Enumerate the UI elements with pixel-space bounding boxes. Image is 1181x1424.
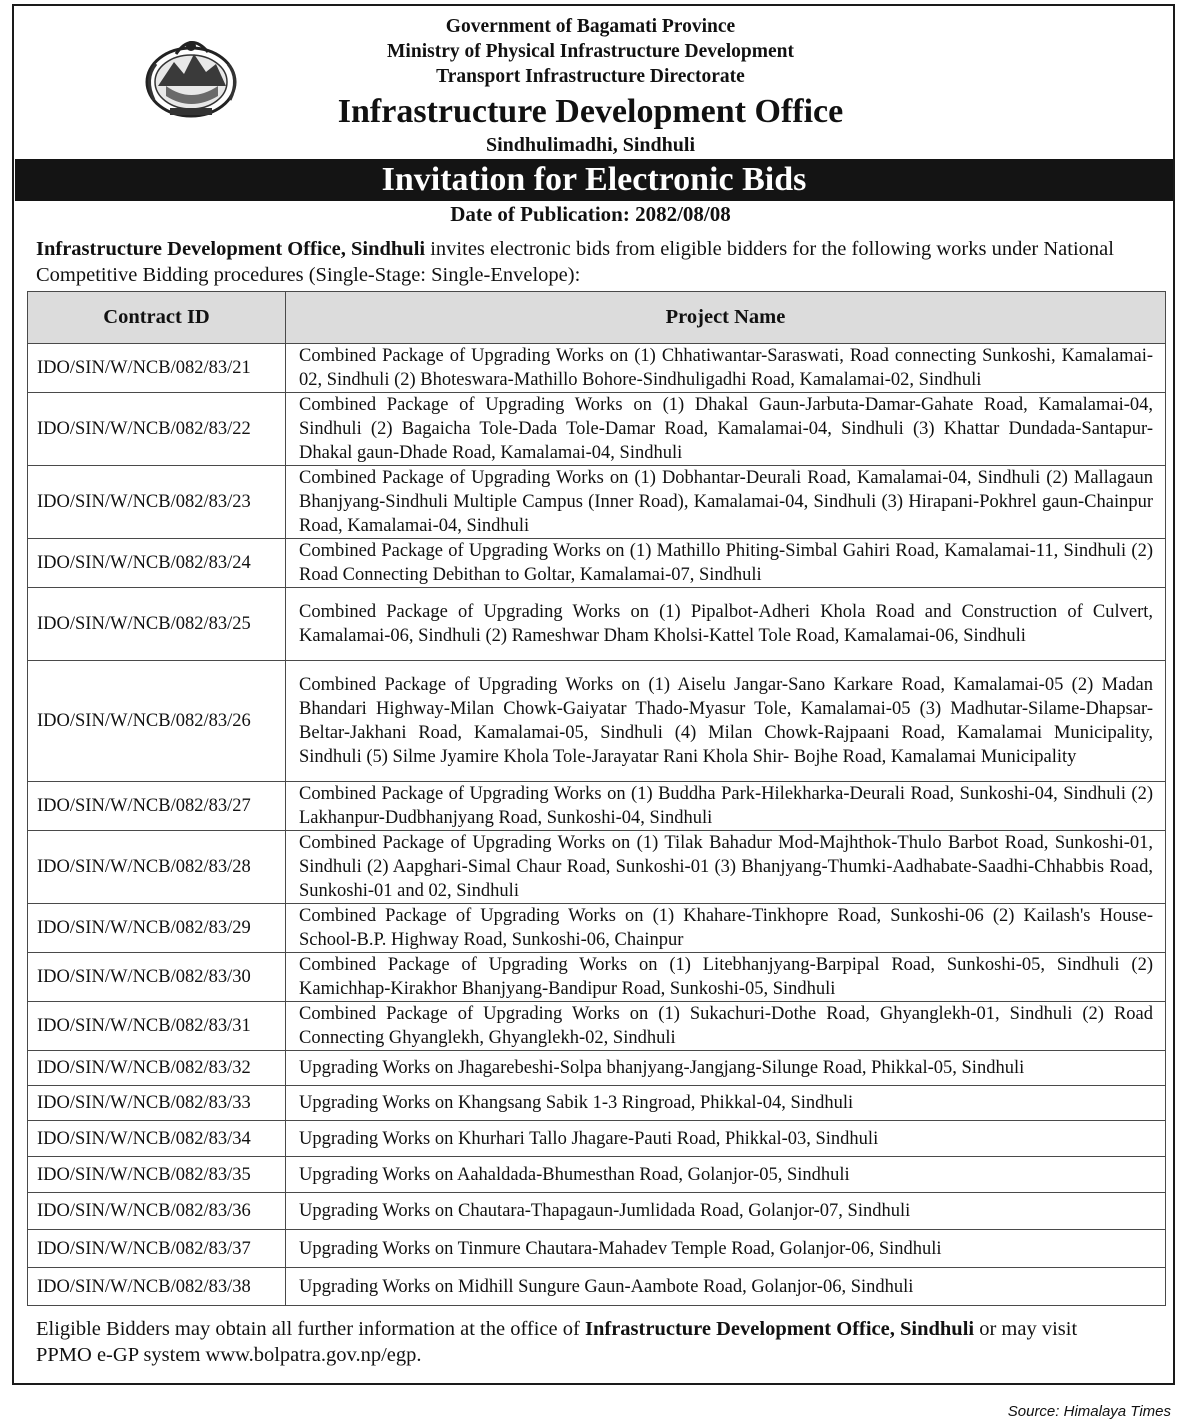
table-row [28, 1086, 1166, 1121]
table-row [28, 1193, 1166, 1230]
contract-id-cell: IDO/SIN/W/NCB/082/83/27 [28, 782, 286, 831]
header-project-name: Project Name [286, 292, 1166, 344]
project-name-cell: Combined Package of Upgrading Works on (1) Mathillo Phiting-Simbal Gahiri Road, Kamalamai-11, Sindhuli (2) Road Connecting Debithan to Goltar, Kamalamai-07, Sindhuli [286, 539, 1166, 588]
project-name-cell: Upgrading Works on Tinmure Chautara-Mahadev Temple Road, Golanjor-06, Sindhuli [286, 1230, 1166, 1268]
table-row [28, 1268, 1166, 1306]
project-name-cell: Combined Package of Upgrading Works on (1) Litebhanjyang-Barpipal Road, Sunkoshi-05, Sindhuli (2) Kamichhap-Kirakhor Bhanjyang-Bandipur Road, Sunkoshi-05, Sindhuli [286, 953, 1166, 1002]
project-name-cell: Combined Package of Upgrading Works on (1) Dobhantar-Deurali Road, Kamalamai-04, Sindhuli (2) Mallagaun Bhanjyang-Sindhuli Multiple Campus (Inner Road), Kamalamai-04, Sindhuli (3) Hirapani-Pokhrel gaun-Chainpur Road, Kamalamai-04, Sindhuli [286, 466, 1166, 539]
header-location: Sindhulimadhi, Sindhuli [485, 134, 696, 156]
closing-text-after: or may visit PPMO e-GP system www.bolpatra.gov.np/egp. [36, 1318, 1078, 1366]
project-name-cell: Combined Package of Upgrading Works on (1) Aiselu Jangar-Sano Karkare Road, Kamalamai-05 (2) Madan Bhandari Highway-Milan Chowk-Gaiyatar Thado-Myasur Tole, Kamalamai-05 (3) Madhutar-Silame-Dhapsar-Beltar-Jakhani Road, Kamalamai-05, Sindhuli (4) Milan Chowk-Rajpaani Road, Kamalamai Municipality, Sindhuli (5) Silme Jyamire Khola Tole-Jarayatar Rani Khola Shir- Bojhe Road, Kamalamai Municipality [286, 661, 1166, 782]
contract-id-cell: IDO/SIN/W/NCB/082/83/35 [28, 1157, 286, 1193]
table-row [28, 1157, 1166, 1193]
contract-id-cell: IDO/SIN/W/NCB/082/83/32 [28, 1051, 286, 1086]
table-row [28, 1121, 1166, 1157]
contract-id-cell: IDO/SIN/W/NCB/082/83/25 [28, 588, 286, 661]
closing-text-before: Eligible Bidders may obtain all further information at the office of [36, 1318, 585, 1340]
bid-invitation-banner: Invitation for Electronic Bids [15, 159, 1173, 201]
contract-id-cell: IDO/SIN/W/NCB/082/83/28 [28, 831, 286, 904]
contract-id-cell: IDO/SIN/W/NCB/082/83/34 [28, 1121, 286, 1157]
contract-id-cell: IDO/SIN/W/NCB/082/83/29 [28, 904, 286, 953]
closing-paragraph [36, 1316, 1136, 1368]
contract-id-cell: IDO/SIN/W/NCB/082/83/22 [28, 393, 286, 466]
project-name-cell: Upgrading Works on Jhagarebeshi-Solpa bhanjyang-Jangjang-Silunge Road, Phikkal-05, Sindhuli [286, 1051, 1166, 1086]
contract-id-cell: IDO/SIN/W/NCB/082/83/37 [28, 1230, 286, 1268]
table-row [28, 953, 1166, 1002]
header-office-title: Infrastructure Development Office [337, 93, 844, 130]
project-name-cell: Combined Package of Upgrading Works on (1) Sukachuri-Dothe Road, Ghyanglekh-01, Sindhuli (2) Road Connecting Ghyanglekh, Ghyanglekh-02, Sindhuli [286, 1002, 1166, 1051]
intro-text: invites electronic bids from eligible bidders for the following works under National Competitive Bidding procedures (Single-Stage: Single-Envelope): [36, 238, 1114, 286]
project-name-cell: Upgrading Works on Aahaldada-Bhumesthan Road, Golanjor-05, Sindhuli [286, 1157, 1166, 1193]
contract-id-cell: IDO/SIN/W/NCB/082/83/24 [28, 539, 286, 588]
source-credit: Source: Himalaya Times [1007, 1403, 1171, 1420]
table-row [28, 393, 1166, 466]
table-row [28, 344, 1166, 393]
contract-id-cell: IDO/SIN/W/NCB/082/83/30 [28, 953, 286, 1002]
closing-office-name: Infrastructure Development Office, Sindhuli [584, 1318, 975, 1340]
contract-id-cell: IDO/SIN/W/NCB/082/83/21 [28, 344, 286, 393]
header-ministry: Ministry of Physical Infrastructure Development [387, 41, 794, 62]
contract-id-cell: IDO/SIN/W/NCB/082/83/23 [28, 466, 286, 539]
table-row [28, 1230, 1166, 1268]
project-name-cell: Combined Package of Upgrading Works on (1) Pipalbot-Adheri Khola Road and Construction of Culvert, Kamalamai-06, Sindhuli (2) Rameshwar Dham Kholsi-Kattel Tole Road, Kamalamai-06, Sindhuli [286, 588, 1166, 661]
table-row [28, 1002, 1166, 1051]
project-name-cell: Upgrading Works on Khurhari Tallo Jhagare-Pauti Road, Phikkal-03, Sindhuli [286, 1121, 1166, 1157]
table-row [28, 466, 1166, 539]
table-row [28, 831, 1166, 904]
table-row [28, 661, 1166, 782]
publication-date: Date of Publication: 2082/08/08 [450, 202, 731, 226]
header-directorate: Transport Infrastructure Directorate [436, 66, 745, 87]
project-name-cell: Combined Package of Upgrading Works on (1) Buddha Park-Hilekharka-Deurali Road, Sunkoshi-04, Sindhuli (2) Lakhanpur-Dudbhanjyang Road, Sunkoshi-04, Sindhuli [286, 782, 1166, 831]
intro-office-name: Infrastructure Development Office, Sindhuli [36, 238, 426, 260]
project-name-cell: Upgrading Works on Khangsang Sabik 1-3 Ringroad, Phikkal-04, Sindhuli [286, 1086, 1166, 1121]
table-row [28, 782, 1166, 831]
table-row [28, 904, 1166, 953]
header-contract-id: Contract ID [28, 292, 286, 344]
contract-id-cell: IDO/SIN/W/NCB/082/83/36 [28, 1193, 286, 1230]
table-row [28, 1051, 1166, 1086]
intro-paragraph [36, 236, 1160, 288]
contract-id-cell: IDO/SIN/W/NCB/082/83/26 [28, 661, 286, 782]
project-name-cell: Combined Package of Upgrading Works on (1) Khahare-Tinkhopre Road, Sunkoshi-06 (2) Kailash's House-School-B.P. Highway Road, Sunkoshi-06, Chainpur [286, 904, 1166, 953]
table-header-row [28, 292, 1166, 344]
table-row [28, 588, 1166, 661]
project-name-cell: Combined Package of Upgrading Works on (1) Chhatiwantar-Saraswati, Road connecting Sunkoshi, Kamalamai-02, Sindhuli (2) Bhoteswara-Mathillo Bohore-Sindhuligadhi Road, Kamalamai-02, Sindhuli [286, 344, 1166, 393]
contracts-table [27, 291, 1166, 1306]
contract-id-cell: IDO/SIN/W/NCB/082/83/31 [28, 1002, 286, 1051]
contract-id-cell: IDO/SIN/W/NCB/082/83/33 [28, 1086, 286, 1121]
project-name-cell: Upgrading Works on Chautara-Thapagaun-Jumlidada Road, Golanjor-07, Sindhuli [286, 1193, 1166, 1230]
contract-id-cell: IDO/SIN/W/NCB/082/83/38 [28, 1268, 286, 1306]
project-name-cell: Combined Package of Upgrading Works on (1) Tilak Bahadur Mod-Majhthok-Thulo Barbot Road, Sunkoshi-01, Sindhuli (2) Aapghari-Simal Chaur Road, Sunkoshi-01 (3) Bhanjyang-Thumki-Aadhabate-Saadhi-Chhabbis Road, Sunkoshi-01 and 02, Sindhuli [286, 831, 1166, 904]
table-row [28, 539, 1166, 588]
header-government: Government of Bagamati Province [445, 16, 736, 37]
project-name-cell: Upgrading Works on Midhill Sungure Gaun-Aambote Road, Golanjor-06, Sindhuli [286, 1268, 1166, 1306]
project-name-cell: Combined Package of Upgrading Works on (1) Dhakal Gaun-Jarbuta-Damar-Gahate Road, Kamalamai-04, Sindhuli (2) Bagaicha Tole-Dada Tole-Damar Road, Kamalamai-04, Sindhuli (3) Khattar Dundada-Santapur-Dhakal gaun-Dhade Road, Kamalamai-04, Sindhuli [286, 393, 1166, 466]
